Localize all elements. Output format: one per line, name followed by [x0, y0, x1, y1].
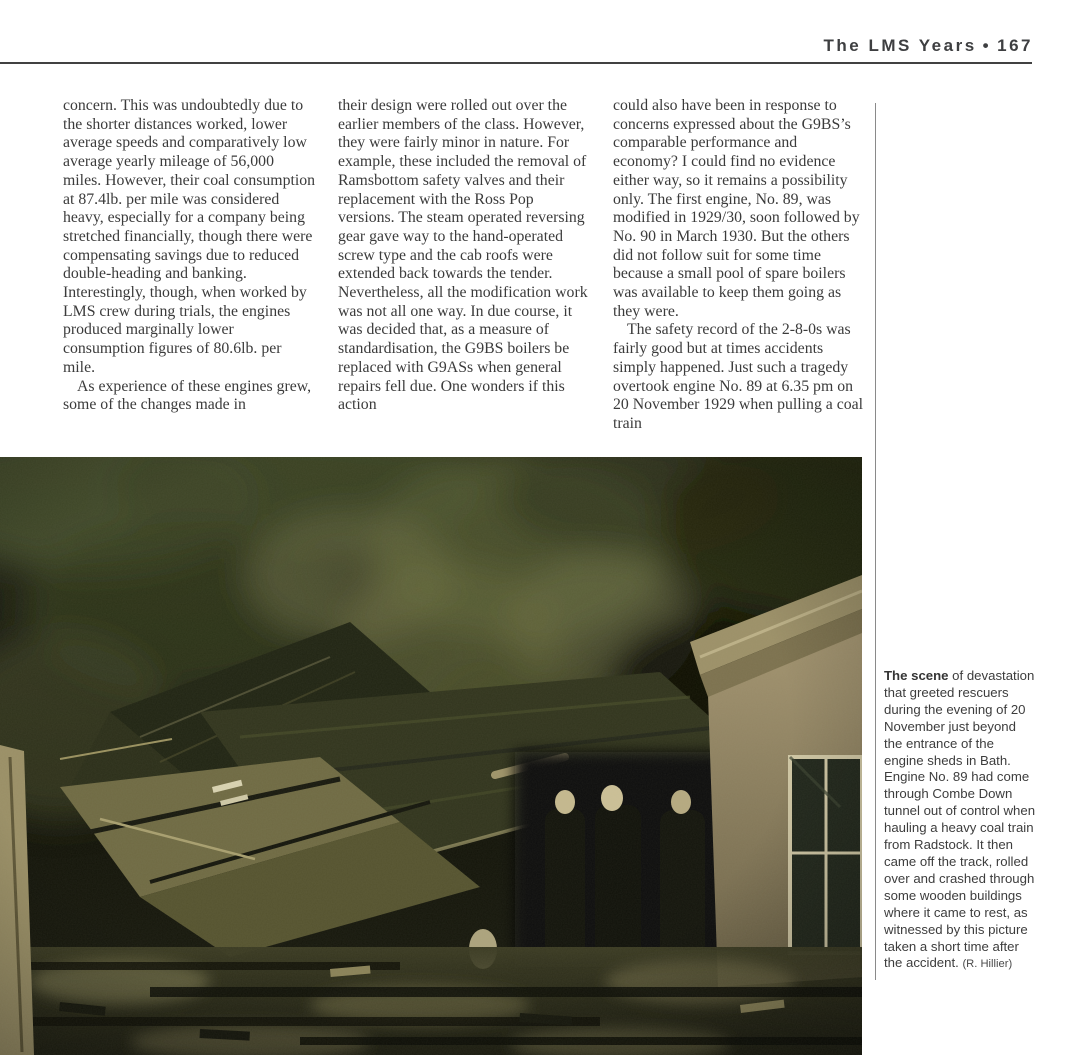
photo-caption [884, 668, 1037, 973]
text-column-3 [613, 97, 866, 434]
wreck-photo-art [0, 457, 862, 1055]
caption-body: of devastation that greeted rescuers during the evening of 20 November just beyond the entrance of the engine sheds in Bath. Engine No. 89 had come through Combe Down tunnel out of control when hauling a heavy coal train from Radstock. It then came off the track, rolled over and crashed through some wooden buildings where it came to rest, as witnessed by this picture taken a short time after the accident. [884, 668, 1036, 971]
text-column-2 [338, 97, 591, 434]
header-rule [0, 62, 1032, 64]
page-number: 167 [997, 36, 1033, 55]
caption-lead: The scene [884, 668, 949, 683]
article-columns [63, 97, 866, 434]
running-head [824, 36, 1033, 56]
text-column-1 [63, 97, 316, 434]
section-title: The LMS Years [823, 36, 977, 55]
paragraph: could also have been in response to concerns expressed about the G9BS’s comparable performance and economy? I could find no evidence either way, so it remains a possibility only. The first engine, No. 89, was modified in 1929/30, soon followed by No. 90 in March 1930. But the others did not follow suit for some time because a small pool of spare boilers was available to keep them going as they were. [613, 97, 860, 320]
wreck-photo [0, 457, 862, 1055]
margin-rule [875, 103, 876, 980]
paragraph: The safety record of the 2-8-0s was fairly good but at times accidents simply happened. Just such a tragedy overtook engine No. 89 at 6.35 pm on 20 November 1929 when pulling a coal train [613, 321, 864, 432]
paragraph: concern. This was undoubtedly due to the shorter distances worked, lower average speeds and comparatively low average yearly mileage of 56,000 miles. However, their coal consumption at 87.4lb. per mile was considered heavy, especially for a company being stretched financially, though there were compensating savings due to reduced double-heading and banking. Interestingly, though, when worked by LMS crew during trials, the engines produced marginally lower consumption figures of 80.6lb. per mile. [63, 97, 316, 376]
caption-credit: (R. Hillier) [962, 958, 1013, 971]
paragraph: As experience of these engines grew, some of the changes made in [63, 377, 312, 414]
bullet-separator: • [982, 36, 992, 55]
paragraph: their design were rolled out over the earlier members of the class. However, they were fairly minor in nature. For example, these included the removal of Ramsbottom safety valves and their replacement with the Ross Pop versions. The steam operated reversing gear gave way to the hand-operated screw type and the cab roofs were extended back towards the tender. Nevertheless, all the modification work was not all one way. In due course, it was decided that, as a measure of standardisation, the G9BS boilers be replaced with G9ASs when general repairs fell due. One wonders if this action [338, 97, 588, 414]
